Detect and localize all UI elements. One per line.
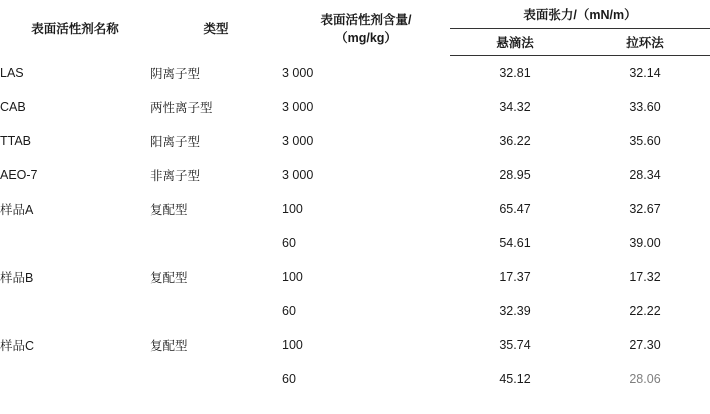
cell-type: 非离子型 <box>150 169 201 183</box>
cell-name: 样品A <box>0 203 34 217</box>
cell-drop-value: 54.61 <box>499 236 531 250</box>
header-type: 类型 <box>203 21 229 36</box>
cell-content: 3 000 <box>282 100 314 114</box>
cell-drop-value: 28.95 <box>499 168 531 182</box>
table-row <box>0 56 710 91</box>
cell-content: 60 <box>282 236 296 250</box>
cell-drop-value: 34.32 <box>499 100 531 114</box>
table-row <box>0 124 710 158</box>
header-surface-tension-group: 表面张力/（mN/m） <box>450 0 710 29</box>
cell-ring-value: 33.60 <box>629 100 661 114</box>
cell-drop-value: 32.39 <box>499 304 531 318</box>
header-row-group <box>0 0 710 29</box>
cell-content: 3 000 <box>282 134 314 148</box>
table-row <box>0 90 710 124</box>
cell-ring-value: 28.34 <box>629 168 661 182</box>
cell-type <box>150 226 282 260</box>
cell-name: CAB <box>0 100 26 114</box>
cell-name <box>0 226 150 260</box>
cell-type <box>150 294 282 328</box>
table-body <box>0 56 710 397</box>
cell-content: 60 <box>282 304 296 318</box>
cell-content: 3 000 <box>282 65 314 80</box>
table-row <box>0 260 710 294</box>
cell-content: 60 <box>282 372 296 386</box>
cell-type: 复配型 <box>150 339 188 353</box>
cell-type <box>150 362 282 396</box>
cell-ring-value: 27.30 <box>629 338 661 352</box>
cell-drop-value: 17.37 <box>499 270 531 284</box>
cell-name <box>0 294 150 328</box>
cell-name: AEO-7 <box>0 168 38 182</box>
header-content-line1: 表面活性剂含量/ <box>320 12 412 27</box>
table-row <box>0 362 710 396</box>
table-row <box>0 294 710 328</box>
table-row <box>0 158 710 192</box>
cell-drop-value: 65.47 <box>499 202 531 216</box>
cell-name: TTAB <box>0 134 32 148</box>
cell-content: 100 <box>282 270 303 284</box>
cell-type: 阳离子型 <box>150 135 201 149</box>
header-surfactant-name: 表面活性剂名称 <box>31 21 119 36</box>
cell-name: LAS <box>0 65 24 80</box>
cell-ring-value: 28.06 <box>629 372 661 386</box>
cell-type: 复配型 <box>150 271 188 285</box>
cell-ring-value: 39.00 <box>629 236 661 250</box>
header-content-line2: （mg/kg） <box>335 30 397 45</box>
cell-content: 100 <box>282 338 303 352</box>
cell-ring-value: 32.67 <box>629 202 661 216</box>
table-row <box>0 192 710 226</box>
cell-ring-value: 22.22 <box>629 304 661 318</box>
header-content <box>282 0 450 56</box>
cell-name: 样品C <box>0 339 35 353</box>
cell-ring-value: 32.14 <box>629 66 661 80</box>
cell-drop-value: 32.81 <box>499 66 531 80</box>
cell-type: 复配型 <box>150 203 188 217</box>
cell-drop-value: 35.74 <box>499 338 531 352</box>
header-du-nouy-ring-method: 拉环法 <box>580 29 710 56</box>
cell-content: 3 000 <box>282 168 314 182</box>
cell-name: 样品B <box>0 271 34 285</box>
cell-type: 两性离子型 <box>150 101 213 115</box>
cell-ring-value: 35.60 <box>629 134 661 148</box>
table-header <box>0 0 710 56</box>
cell-content: 100 <box>282 202 303 216</box>
header-pendant-drop-method: 悬滴法 <box>450 29 580 56</box>
cell-name <box>0 362 150 396</box>
table-row <box>0 328 710 362</box>
cell-ring-value: 17.32 <box>629 270 661 284</box>
cell-drop-value: 36.22 <box>499 134 531 148</box>
table-row <box>0 226 710 260</box>
cell-drop-value: 45.12 <box>499 372 531 386</box>
cell-type: 阴离子型 <box>150 66 201 81</box>
